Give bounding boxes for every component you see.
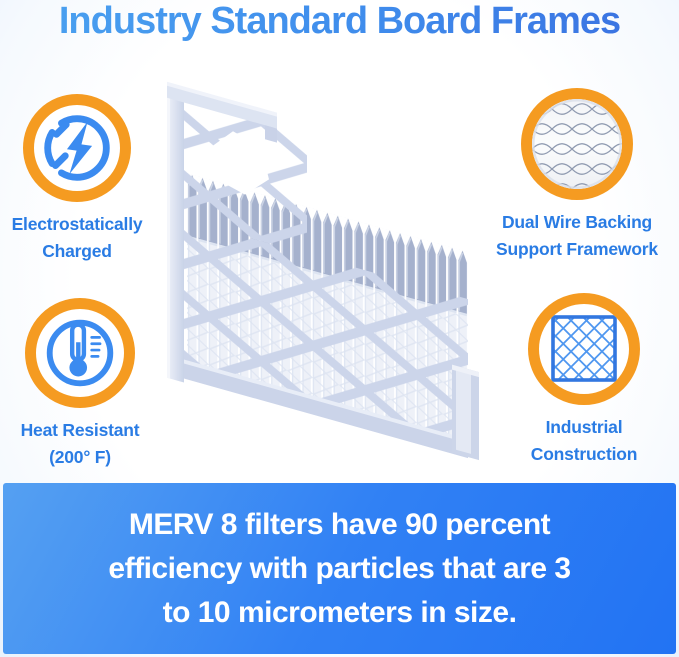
diamond-grid-icon xyxy=(540,305,628,393)
lightning-bolt-icon xyxy=(34,105,120,191)
banner-text-line: to 10 micrometers in size. xyxy=(162,595,517,629)
orange-ring xyxy=(23,94,131,202)
feature-label xyxy=(21,417,140,471)
feature-label-line: Industrial xyxy=(545,417,623,437)
feature-label-line: Electrostatically xyxy=(11,214,143,234)
feature-dual-wire-backing xyxy=(496,88,658,263)
feature-label-line: Charged xyxy=(42,241,112,261)
feature-label-line: Dual Wire Backing xyxy=(501,212,653,232)
orange-ring xyxy=(521,88,633,200)
info-banner xyxy=(3,483,676,654)
orange-ring xyxy=(528,293,640,405)
wire-mesh-photo-icon xyxy=(532,99,622,189)
feature-label xyxy=(12,211,143,265)
air-filter-product-image xyxy=(157,62,502,487)
banner-text-line: efficiency with particles that are 3 xyxy=(108,551,571,585)
feature-heat-resistant xyxy=(5,298,155,471)
feature-electrostatically-charged xyxy=(2,94,152,265)
feature-industrial-construction xyxy=(509,293,659,468)
orange-ring xyxy=(25,298,135,408)
banner-text-line: MERV 8 filters have 90 percent xyxy=(128,507,551,541)
page-title: Industry Standard Board Frames xyxy=(0,0,679,44)
feature-label-line: Support Framework xyxy=(496,239,658,259)
feature-label-line: (200° F) xyxy=(49,447,111,467)
thermometer-icon xyxy=(37,310,123,396)
feature-label xyxy=(496,209,658,263)
feature-label xyxy=(531,414,637,468)
feature-label-line: Heat Resistant xyxy=(20,420,140,440)
feature-label-line: Construction xyxy=(530,444,638,464)
